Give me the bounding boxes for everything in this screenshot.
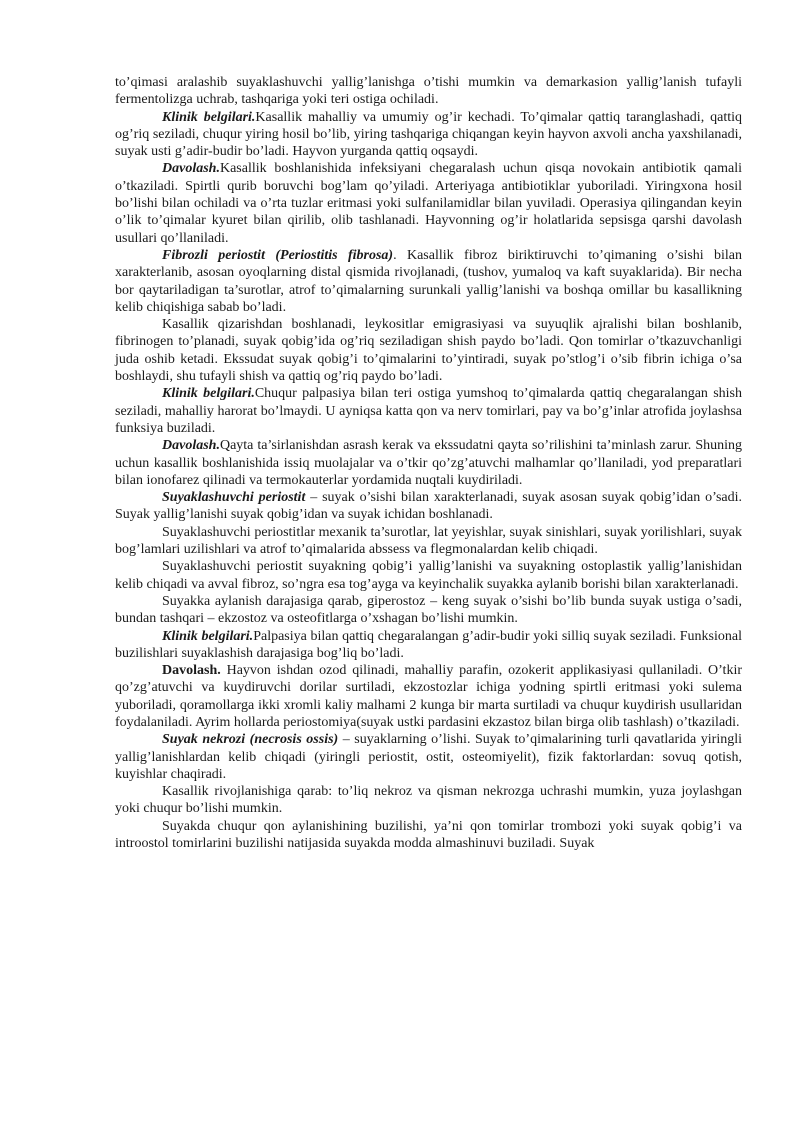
paragraph <box>115 731 742 783</box>
paragraph-lead: Suyak nekrozi (necrosis ossis) <box>162 732 339 748</box>
paragraph <box>115 524 742 559</box>
paragraph <box>115 247 742 316</box>
paragraph <box>115 74 742 109</box>
paragraph <box>115 818 742 853</box>
paragraph-text: Palpasiya bilan qattiq chegaralangan g’adir-budir yoki silliq suyak seziladi. Funksional buzilishlari suyaklashish darajasiga bog’liq bo’ladi. <box>115 628 742 661</box>
paragraph-text: Hayvon ishdan ozod qilinadi, mahalliy parafin, ozokerit applikasiyasi qullaniladi. O’tkir qo’zg’atuvchi va kuydiruvchi dorilar surtiladi, ekzostozlar ichiga yodning spirtli eritmasi yoki sulema yuboriladi, qoramollarga ikki xromli kaliy malhami 2 kunga bir marta surtiladi va chuqur kuydirish usullaridan foydalaniladi. Ayrim hollarda periostomiya(suyak ustki pardasini ekzastoz bilan birga olib tashlash) o’tkaziladi. <box>115 663 742 730</box>
paragraph <box>115 316 742 385</box>
paragraph-text: . Kasallik fibroz biriktiruvchi to’qimaning o’sishi bilan xarakterlanib, asosan oyoqlarning distal qismida rivojlanadi, (tushov, yumaloq va kaft suyaklarida). Bir necha bor qaytariladigan ta’surotlar, atrof to’qimalarning surunkali yallig’lanishi va boshqa omillar bu kasallikning kelib chiqishiga sabab bo’ladi. <box>115 247 743 315</box>
paragraph-lead: Klinik belgilari. <box>162 109 256 125</box>
paragraph-text: Kasallik boshlanishida infeksiyani chegaralash uchun qisqa novokain antibiotik qamali o’tkaziladi. Spirtli qurib boruvchi bog’lam qo’yiladi. Arteriyaga antibiotiklar yuboriladi. Yiringxona hosil bo’lishi bilan ochiladi va o’rta tuzlar eritmasi yoki sulfanilamidlar bilan yuviladi. Operasiya qilingandan keyin o’lik to’qimalar kyuret bilan qirilib, olib tashlanadi. Hayvonning og’ir holatlarida sepsisga qarshi davolash usullari qo’llaniladi. <box>115 161 742 246</box>
paragraph <box>115 109 742 161</box>
paragraph-text: Chuqur palpasiya bilan teri ostiga yumshoq to’qimalarda qattiq chegaralangan shish seziladi, mahalliy harorat bo’lmaydi. U ayniqsa katta qon va nerv tomirlari, pay va bo’g’inlar atrofida joylashsa funksiya buziladi. <box>115 386 743 436</box>
paragraph-text: – suyak o’sishi bilan xarakterlanadi, suyak asosan suyak qobig’idan o’sadi. Suyak yallig’lanishi suyak qobig’idan va suyak ichidan boshlanadi. <box>115 490 743 523</box>
paragraph-lead: Klinik belgilari. <box>162 628 254 644</box>
paragraph <box>115 489 742 524</box>
paragraph-text: – suyaklarning o’lishi. Suyak to’qimalarining turli qavatlarida yiringli yallig’lanishlardan kelib chiqadi (yiringli periostit, ostit, osteomiyelit), fizik faktorlardan: sovuq qotish, kuyishlar chaqiradi. <box>115 732 742 782</box>
paragraph-text: Kasallik mahalliy va umumiy og’ir kechadi. To’qimalar qattiq taranglashadi, qattiq og’riq seziladi, chuqur yiring hosil bo’lib, yiring tashqariga chiqangan keyin hayvon axvoli ancha yaxshilanadi, suyak usti g’adir-budir bo’ladi. Hayvon yurganda qattiq oqsaydi. <box>115 109 742 160</box>
paragraph-text: Suyakka aylanish darajasiga qarab, giperostoz – keng suyak o’sishi bo’lib bunda suyak ustiga o’sadi, bundan tashqari – ekzostoz va osteofitlarga o’xshagan bo’lishi mumkin. <box>115 593 742 627</box>
paragraph <box>115 437 742 489</box>
paragraph <box>115 628 742 663</box>
paragraph-lead: Fibrozli periostit (Periostitis fibrosa) <box>162 247 394 263</box>
paragraph <box>115 558 742 593</box>
paragraph-lead: Suyaklashuvchi periostit <box>162 490 306 506</box>
paragraph-text: Qayta ta’sirlanishdan asrash kerak va ekssudatni qayta so’rilishini ta’minlash zarur. Shuning uchun kasallik boshlanishida issiq muolajalar va o’tkir qo’zg’atuvchi malhamlar qo’llaniladi, yod preparatlari bilan ionofarez qilinadi va termokauterlar yordamida nuqtali kuydiriladi. <box>115 438 742 488</box>
paragraph-text: Suyaklashuvchi periostit suyakning qobig’i yallig’lanishi va suyakning ostoplastik yallig’lanishidan kelib chiqadi va avval fibroz, so’ngra esa tog’ayga va keyinchalik suyakka aylanib borishi bilan xarakterlanadi. <box>115 559 742 592</box>
paragraph <box>115 160 742 246</box>
paragraph-lead: Davolash. <box>162 161 220 177</box>
paragraph-lead: Klinik belgilari. <box>162 386 255 402</box>
paragraph <box>115 593 742 628</box>
paragraph-text: Kasallik rivojlanishiga qarab: to’liq nekroz va qisman nekrozga uchrashi mumkin, yuza joylashgan yoki chuqur bo’lishi mumkin. <box>115 784 742 817</box>
paragraph <box>115 783 742 818</box>
paragraph-text: to’qimasi aralashib suyaklashuvchi yallig’lanishga o’tishi mumkin va demarkasion yallig’lanish tufayli fermentolizga uchrab, tashqariga yoki teri ostiga ochiladi. <box>115 75 742 108</box>
paragraph-text: Suyakda chuqur qon aylanishining buzilishi, ya’ni qon tomirlar trombozi yoki suyak qobig’i va introostol tomirlarini buzilishi natijasida suyakda modda almashinuvi buziladi. Suyak <box>115 818 742 852</box>
paragraph-lead: Davolash. <box>162 663 221 679</box>
paragraph <box>115 662 742 731</box>
paragraph-text: Suyaklashuvchi periostitlar mexanik ta’surotlar, lat yeyishlar, suyak sinishlari, suyak yorilishlari, suyak bog’lamlari uzilishlari va atrof to’qimalarida abssess va flegmonalardan kelib chiqadi. <box>115 524 742 558</box>
paragraph-lead: Davolash. <box>162 438 220 454</box>
paragraph <box>115 385 742 437</box>
paragraph-text: Kasallik qizarishdan boshlanadi, leykositlar emigrasiyasi va suyuqlik ajralishi bilan boshlanib, fibrinogen to’planadi, suyak qobig’ida og’riq seziladigan shish paydo bo’ladi. Qon tomirlar o’tkazuvchanligi juda oshib ketadi. Ekssudat suyak qobig’i to’qimalarini to’yintiradi, suyak po’stlog’i o’sib fibrin ichiga o’sa boshlaydi, shu tufayli shish va qattiq og’riq paydo bo’ladi. <box>115 317 742 385</box>
